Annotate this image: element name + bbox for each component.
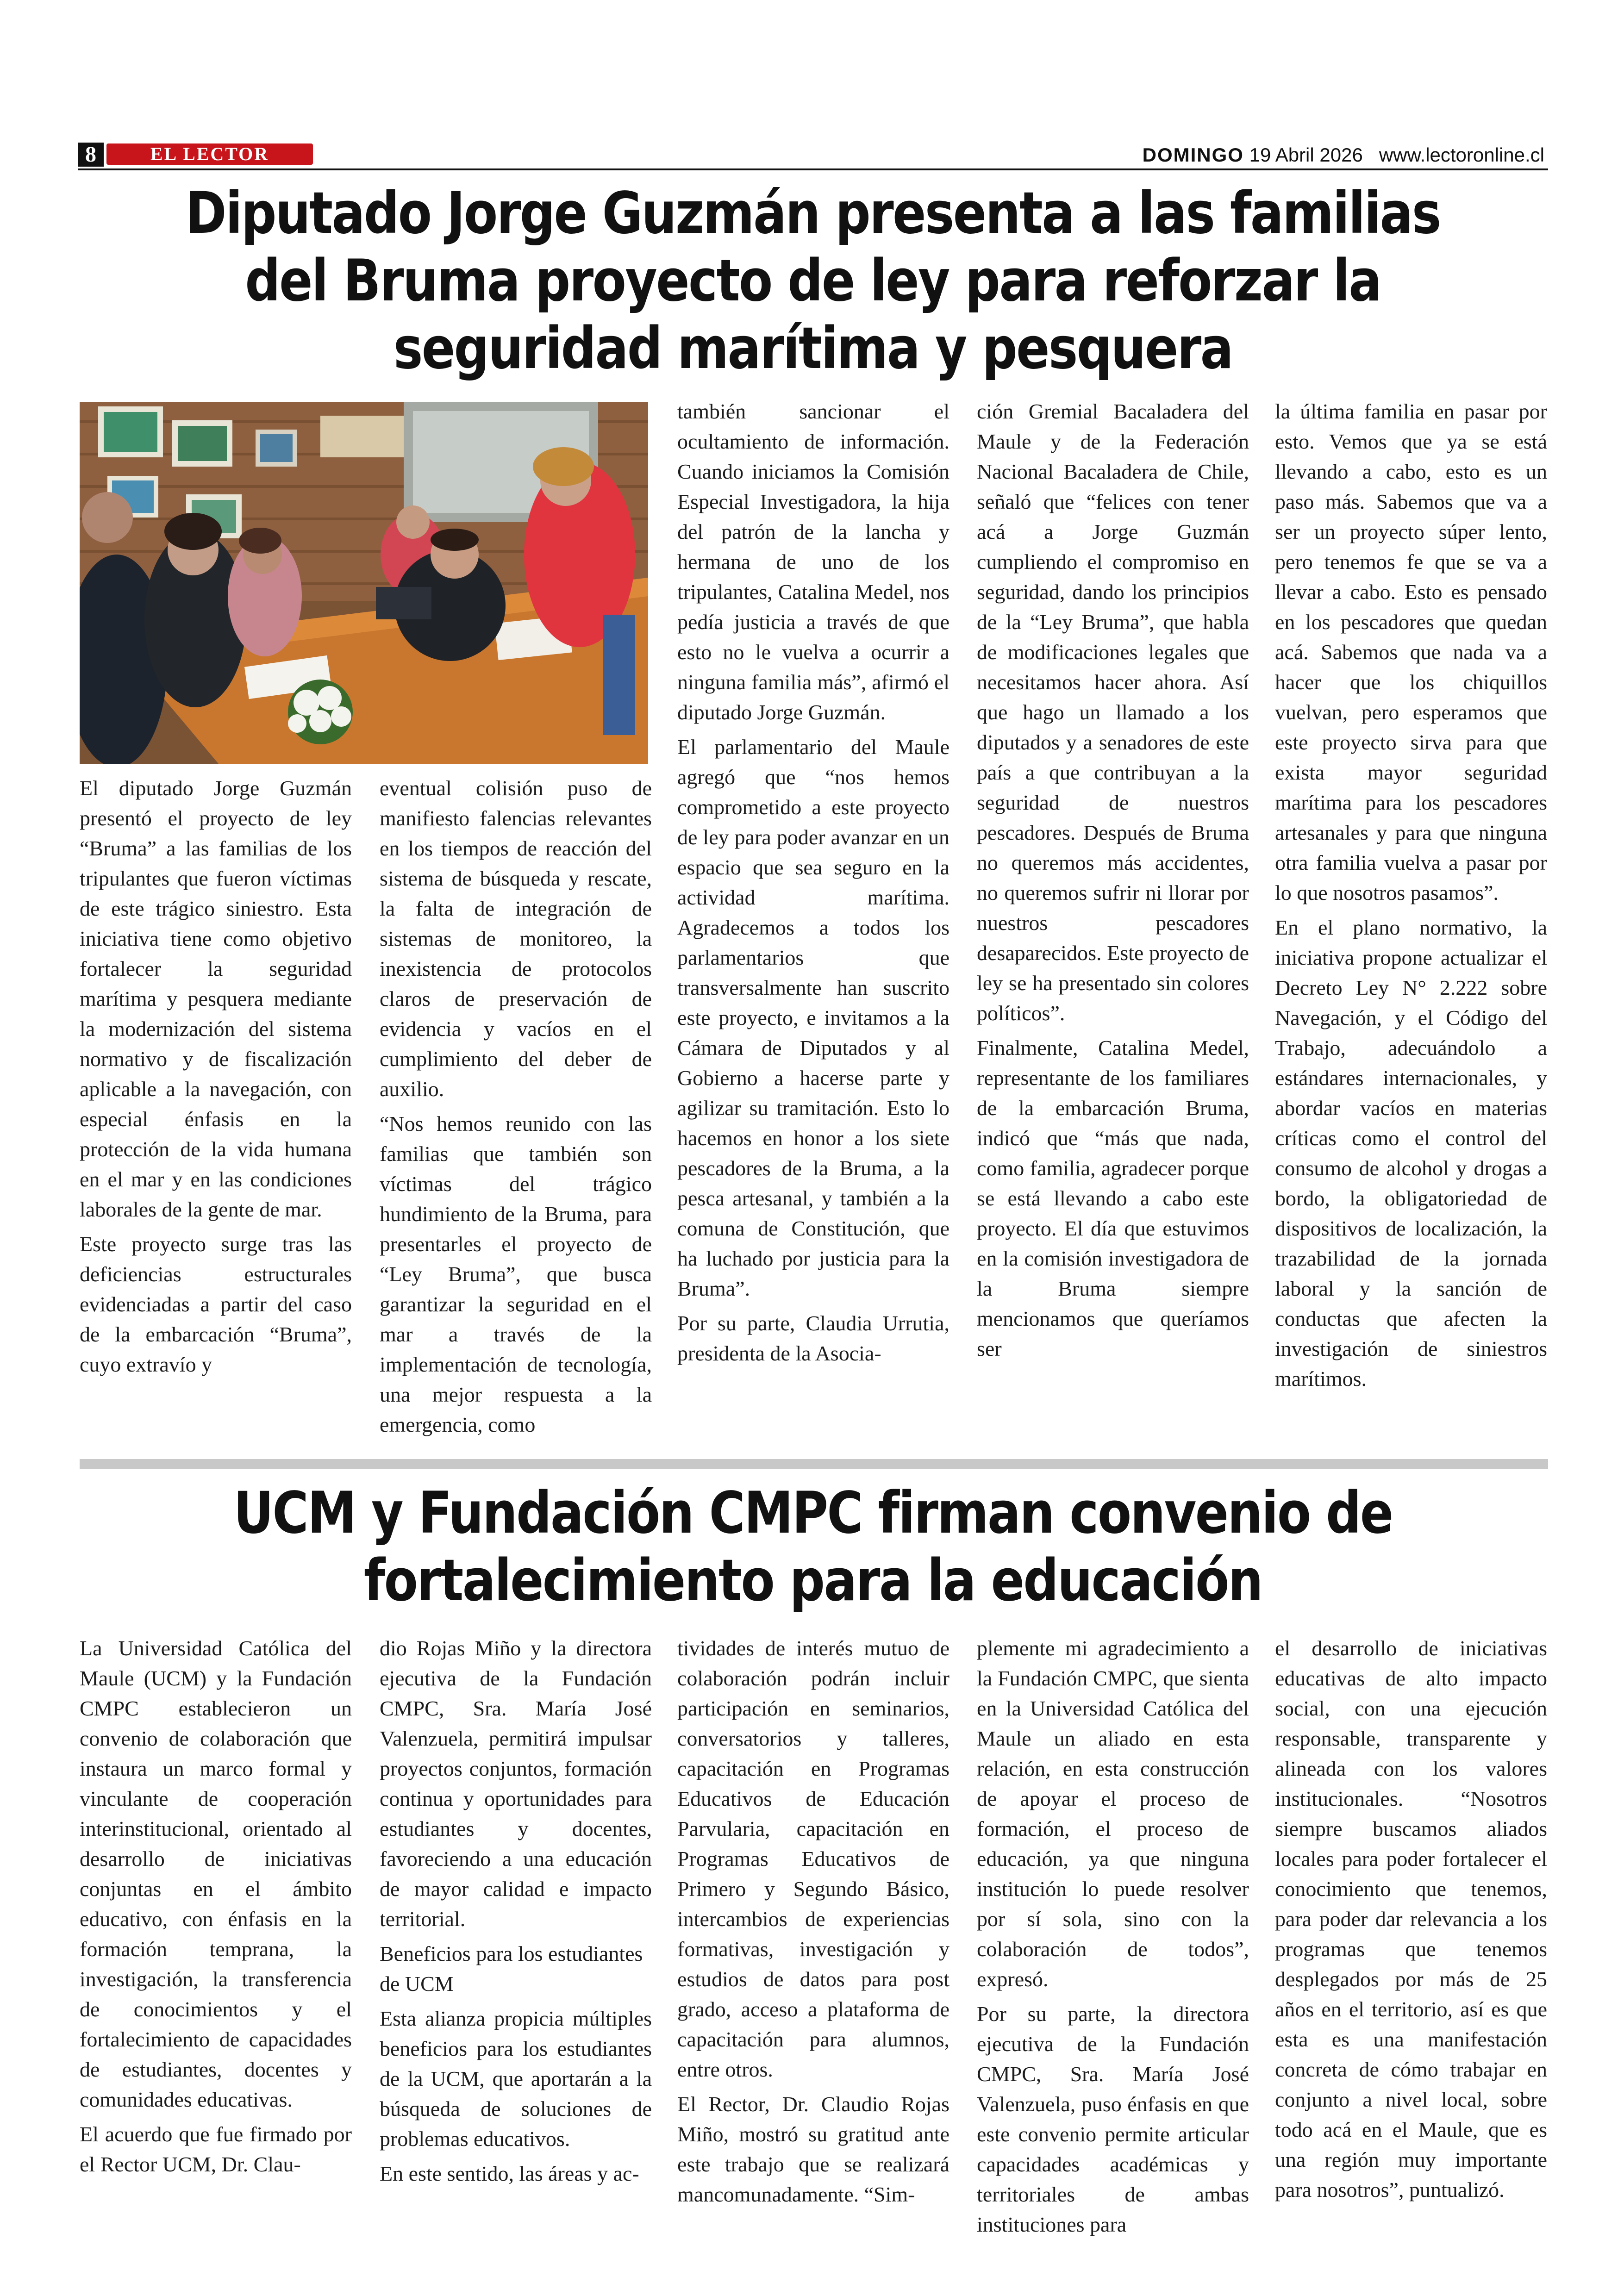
article2-paragraph: Esta alianza propicia múltiples beneficios para los estudiantes de la UCM, que aportarán a la búsqueda de soluciones de problemas educativos. (380, 2007, 652, 2151)
article1-paragraph: eventual colisión puso de manifiesto falencias relevantes en los tiempos de reacción del sistema de búsqueda y rescate, la falta de integración de sistemas de monitoreo, la inexistencia de protocolos claros de preservación de evidencia y vacíos en el cumplimiento del deber de auxilio. (380, 776, 652, 1101)
article1-column-1 (80, 773, 352, 1384)
article2-paragraph: El acuerdo que fue firmado por el Rector UCM, Dr. Clau- (80, 2122, 352, 2176)
page-number: 8 (78, 143, 104, 167)
article2-paragraph: tividades de interés mutuo de colaboración podrán incluir participación en seminarios, conversatorios y talleres, capacitación en Programas Educativos de Educación Parvularia, capacitación en Programas Educativos de Primero y Segundo Básico, intercambios de experiencias formativas, investigación y estudios de datos para post grado, acceso a plataforma de capacitación para alumnos, entre otros. (677, 1636, 949, 2081)
meeting-photo (80, 402, 648, 764)
article1-paragraph: El parlamentario del Maule agregó que “nos hemos comprometido a este proyecto de ley para poder avanzar en un espacio que sea seguro en la actividad marítima. Agradecemos a todos los parlamentarios que transversalmente han suscrito este proyecto, e invitamos a la Cámara de Diputados y al Gobierno a hacerse parte y agilizar su tramitación. Esto lo hacemos en honor a los siete pescadores de la Bruma, a la pesca artesanal, y también a la comuna de Constitución, que ha luchado por justicia para la Bruma”. (677, 735, 949, 1300)
article2-column-4 (977, 1633, 1249, 2244)
article2-paragraph: dio Rojas Miño y la directora ejecutiva de la Fundación CMPC, Sra. María José Valenzuela, permitirá impulsar proyectos conjuntos, formación continua y oportunidades para estudiantes y docentes, favoreciendo a una educación de mayor calidad e impacto territorial. (380, 1636, 652, 1931)
article1-column-2 (380, 773, 652, 1444)
article1-paragraph: En el plano normativo, la iniciativa propone actualizar el Decreto Ley N° 2.222 sobre Navegación, y el Código del Trabajo, adecuándolo a estándares internacionales, y abordar vacíos en materias críticas como el control del consumo de alcohol y drogas a bordo, la obligatoriedad de dispositivos de localización, la trazabilidad de la jornada laboral y la sanción de conductas que afecten la investigación de siniestros marítimos. (1275, 916, 1547, 1391)
page-header (78, 142, 1548, 170)
article2-paragraph: En este sentido, las áreas y ac- (380, 2162, 639, 2185)
article1-paragraph: “Nos hemos reunido con las familias que también son víctimas del trágico hundimiento de la Bruma, para presentarles el proyecto de “Ley Bruma”, que busca garantizar la seguridad en el mar a través de la implementación de tecnología, una mejor respuesta a la emergencia, como (380, 1112, 652, 1436)
article2-paragraph: La Universidad Católica del Maule (UCM) y la Fundación CMPC establecieron un convenio de colaboración que instaura un marco formal y vinculante de cooperación interinstitucional, orientado al desarrollo de iniciativas conjuntas en el ámbito educativo, con énfasis en la formación temprana, la investigación, la transferencia de conocimientos y el fortalecimiento de capacidades de estudiantes, docentes y comunidades educativas. (80, 1636, 352, 2111)
article2-column-3 (677, 1633, 949, 2214)
article1-paragraph: la última familia en pasar por esto. Vemos que ya se está llevando a cabo, esto es un paso más. Sabemos que va a ser un proyecto súper lento, pero tenemos fe que se va a llevar a cabo. Esto es pensado en los pescadores que quedan acá. Sabemos que nada va a hacer que los chiquillos vuelvan, pero esperamos que este proyecto sirva para que exista mayor seguridad marítima para los pescadores artesanales y para que ninguna otra familia vuelva a pasar por lo que nosotros pasamos”. (1275, 399, 1547, 904)
article2-headline: UCM y Fundación CMPC firman convenio de fortalecimiento para la educación (233, 1480, 1393, 1614)
article2-column-5 (1275, 1633, 1547, 2209)
article2-paragraph: plemente mi agradecimiento a la Fundación CMPC, que sienta en la Universidad Católica del Maule un aliado en esta relación, en esta construcción de apoyar el proceso de formación, el proceso de educación, ya que ninguna institución lo puede resolver por sí sola, sino con la colaboración de todos”, expresó. (977, 1636, 1249, 1991)
header-date: 19 Abril 2026 (1249, 144, 1363, 166)
article2-paragraph: Por su parte, la directora ejecutiva de la Fundación CMPC, Sra. María José Valenzuela, puso énfasis en que este convenio permite articular capacidades académicas y territoriales de ambas instituciones para (977, 2002, 1249, 2236)
article1-paragraph: El diputado Jorge Guzmán presentó el proyecto de ley “Bruma” a las familias de los tripulantes que fueron víctimas de este trágico siniestro. Esta iniciativa tiene como objetivo fortalecer la seguridad marítima y pesquera mediante la modernización del sistema normativo y de fiscalización aplicable a la navegación, con especial énfasis en la protección de la vida humana en el mar y en las condiciones laborales de la gente de mar. (80, 776, 352, 1221)
article2-column-2 (380, 1633, 652, 2193)
article-divider (80, 1459, 1548, 1469)
article1-paragraph: ción Gremial Bacaladera del Maule y de la Federación Nacional Bacaladera de Chile, señaló que “felices con tener acá a Jorge Guzmán cumpliendo el compromiso en seguridad, dando los principios de la “Ley Bruma”, que habla de modificaciones legales que necesitamos hacer ahora. Así que hago un llamado a los diputados y a senadores de este país a que contribuyan a la seguridad de nuestros pescadores. Después de Bruma no queremos más accidentes, no queremos sufrir ni llorar por nuestros pescadores desaparecidos. Este proyecto de ley se ha presentado sin colores políticos”. (977, 399, 1249, 1025)
header-website: www.lectoronline.cl (1379, 144, 1544, 166)
header-day: DOMINGO (1142, 144, 1244, 166)
article1-column-3 (677, 396, 949, 1373)
article1-paragraph: Finalmente, Catalina Medel, representante de los familiares de la embarcación Bruma, indicó que “más que nada, como familia, agradecer porque se está llevando a cabo este proyecto. El día que estuvimos en la comisión investigadora de la Bruma siempre mencionamos que queríamos ser (977, 1036, 1249, 1360)
article1-paragraph: también sancionar el ocultamiento de información. Cuando iniciamos la Comisión Especial Investigadora, la hija del patrón de la lancha y hermana de uno de los tripulantes, Catalina Medel, nos pedía justicia a través de que esto no le vuelva a ocurrir a ninguna familia más”, afirmó el diputado Jorge Guzmán. (677, 399, 949, 724)
article1-paragraph: Por su parte, Claudia Urrutia, presidenta de la Asocia- (677, 1311, 949, 1365)
article2-subheading: Beneficios para los estudiantes de UCM (380, 1942, 643, 1996)
newspaper-logo: EL LECTOR (106, 143, 313, 165)
meeting-photo-illustration (80, 402, 648, 764)
article1-headline: Diputado Jorge Guzmán presenta a las familias del Bruma proyecto de ley para reforzar la seguridad marítima y pesquera (186, 180, 1440, 382)
header-dateline (1143, 143, 1544, 167)
article2-column-1 (80, 1633, 352, 2184)
article1-column-5 (1275, 396, 1547, 1398)
article2-paragraph: El Rector, Dr. Claudio Rojas Miño, mostró su gratitud ante este trabajo que se realizará mancomunadamente. “Sim- (677, 2092, 949, 2206)
article1-paragraph: Este proyecto surge tras las deficiencias estructurales evidenciadas a partir del caso de la embarcación “Bruma”, cuyo extravío y (80, 1232, 352, 1376)
article1-column-4 (977, 396, 1249, 1368)
article2-paragraph: el desarrollo de iniciativas educativas de alto impacto social, con una ejecución responsable, transparente y alineada con los valores institucionales. “Nosotros siempre buscamos aliados locales para poder fortalecer el conocimiento que tenemos, para poder dar relevancia a los programas que tenemos desplegados por más de 25 años en el territorio, así es que esta es una manifestación concreta de cómo trabajar en conjunto a nivel local, sobre todo acá en el Maule, que es una región muy importante para nosotros”, puntualizó. (1275, 1636, 1547, 2201)
